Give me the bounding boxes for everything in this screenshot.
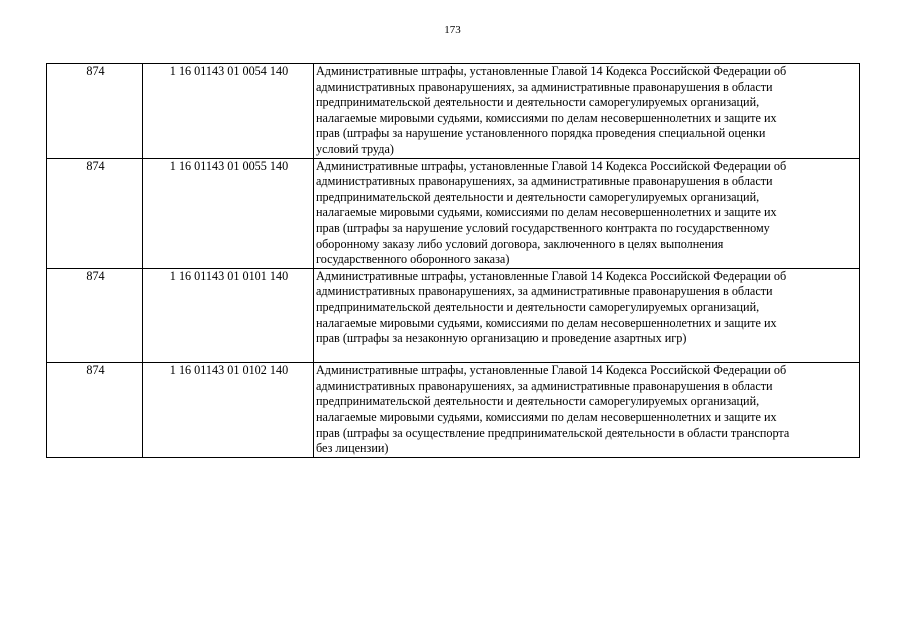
description-line: предпринимательской деятельности и деятельности саморегулируемых организаций, [316, 189, 760, 204]
description-line: административных правонарушениях, за административные правонарушения в области [316, 79, 773, 94]
description-line: административных правонарушениях, за административные правонарушения в области [316, 284, 773, 299]
description-line: Административные штрафы, установленные Главой 14 Кодекса Российской Федерации об [316, 363, 787, 378]
description-line: Административные штрафы, установленные Главой 14 Кодекса Российской Федерации об [316, 158, 787, 173]
description-line: оборонному заказу либо условий договора, заключенного в целях выполнения [316, 236, 724, 251]
admin-code-cell: 874 [47, 268, 143, 363]
kbk-cell: 1 16 01143 01 0102 140 [143, 363, 314, 458]
description-cell [314, 268, 860, 363]
description-line: Административные штрафы, установленные Главой 14 Кодекса Российской Федерации об [316, 268, 787, 283]
page-number: 173 [444, 24, 461, 36]
table-row [47, 363, 860, 458]
description-line: административных правонарушениях, за административные правонарушения в области [316, 378, 773, 393]
description-cell [314, 64, 860, 159]
description-line: налагаемые мировыми судьями, комиссиями по делам несовершеннолетних и защите их [316, 205, 777, 220]
description-line: налагаемые мировыми судьями, комиссиями по делам несовершеннолетних и защите их [316, 110, 777, 125]
description-line: налагаемые мировыми судьями, комиссиями по делам несовершеннолетних и защите их [316, 410, 777, 425]
description-line: Административные штрафы, установленные Главой 14 Кодекса Российской Федерации об [316, 64, 787, 78]
table-row [47, 64, 860, 159]
description-line: прав (штрафы за незаконную организацию и проведение азартных игр) [316, 331, 687, 346]
description-line [316, 347, 859, 363]
description-line: предпринимательской деятельности и деятельности саморегулируемых организаций, [316, 394, 760, 409]
description-line: налагаемые мировыми судьями, комиссиями по делам несовершеннолетних и защите их [316, 315, 777, 330]
kbk-cell: 1 16 01143 01 0055 140 [143, 158, 314, 268]
description-line: прав (штрафы за осуществление предпринимательской деятельности в области транспорта [316, 425, 790, 440]
admin-code-cell: 874 [47, 363, 143, 458]
kbk-cell: 1 16 01143 01 0101 140 [143, 268, 314, 363]
description-cell [314, 158, 860, 268]
budget-codes-table [46, 63, 860, 458]
description-line: прав (штрафы за нарушение условий государственного контракта по государственному [316, 220, 770, 235]
table-row [47, 268, 860, 363]
description-line: без лицензии) [316, 441, 389, 456]
description-line: государственного оборонного заказа) [316, 252, 510, 267]
description-line: предпринимательской деятельности и деятельности саморегулируемых организаций, [316, 299, 760, 314]
description-line: предпринимательской деятельности и деятельности саморегулируемых организаций, [316, 95, 760, 110]
admin-code-cell: 874 [47, 158, 143, 268]
table-row [47, 158, 860, 268]
description-line: административных правонарушениях, за административные правонарушения в области [316, 174, 773, 189]
description-line: условий труда) [316, 141, 394, 156]
admin-code-cell: 874 [47, 64, 143, 159]
description-line: прав (штрафы за нарушение установленного порядка проведения специальной оценки [316, 126, 766, 141]
description-cell [314, 363, 860, 458]
kbk-cell: 1 16 01143 01 0054 140 [143, 64, 314, 159]
